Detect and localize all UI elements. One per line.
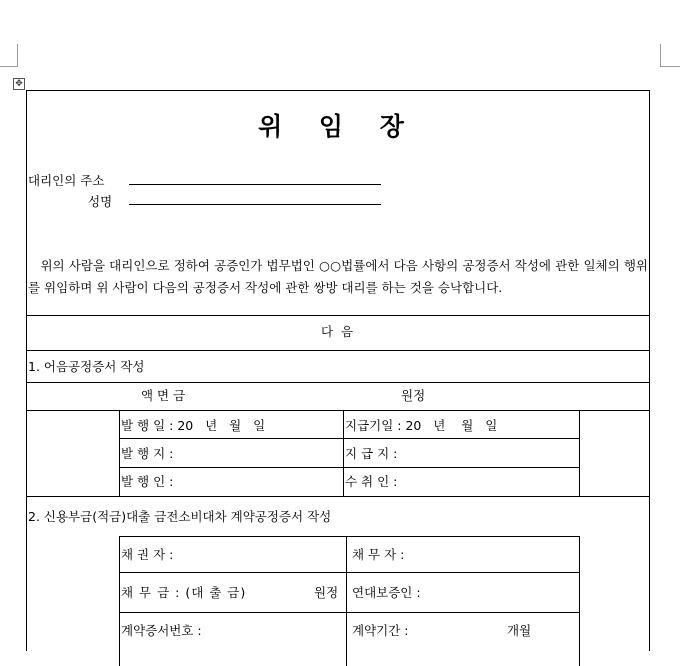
section1-title: 1. 어음공정증서 작성 xyxy=(28,359,145,374)
grid-line xyxy=(579,410,580,496)
intro-paragraph-text: 위의 사람을 대리인으로 정하여 공증인가 법무법인 ○○법률에서 다음 사항의 공정증서 작성에 관한 일체의 행위를 위임하며 위 사람이 다음의 공정증서 작성에 관한 쌍방 대리를 하는 것을 승낙합니다. xyxy=(28,258,649,295)
creditor-field[interactable]: 채 권 자 : xyxy=(121,547,174,562)
debt-amount-won: 원정 xyxy=(314,585,339,600)
issue-date-field[interactable]: 발 행 일 : 20 년 월 일 xyxy=(121,418,266,433)
grid-line xyxy=(119,467,579,468)
due-date-field[interactable]: 지급기일 : 20 년 월 일 xyxy=(345,418,498,433)
grid-line xyxy=(579,536,580,666)
divider xyxy=(27,350,649,351)
divider xyxy=(27,382,649,383)
crop-mark-right-vertical xyxy=(660,44,661,66)
grid-line xyxy=(119,572,580,573)
contract-months: 개월 xyxy=(507,623,532,638)
contract-no-field[interactable]: 계약증서번호 : xyxy=(121,623,202,638)
payee-field[interactable]: 수 취 인 : xyxy=(345,474,398,489)
debt-amount-field[interactable]: 채 무 금 : (대 출 금) xyxy=(121,585,247,600)
document-title: 위 임 장 xyxy=(258,112,418,141)
agent-name-line xyxy=(129,204,381,205)
intro-paragraph xyxy=(28,255,648,299)
face-amount-label: 액 면 금 xyxy=(141,388,186,403)
crop-mark-right-horizontal xyxy=(660,66,680,67)
guarantor-field[interactable]: 연대보증인 : xyxy=(352,585,421,600)
divider xyxy=(27,496,649,497)
crop-mark-left-horizontal xyxy=(0,66,18,67)
grid-line xyxy=(346,536,347,666)
grid-line xyxy=(119,612,580,613)
table-move-handle-icon[interactable]: ✥ xyxy=(13,78,25,90)
grid-line xyxy=(119,410,120,496)
agent-name-label: 성명 xyxy=(88,194,113,209)
agent-address-line xyxy=(129,184,381,185)
contract-period-field[interactable]: 계약기간 : xyxy=(352,623,409,638)
divider xyxy=(27,315,649,316)
grid-line xyxy=(119,536,580,537)
grid-line xyxy=(27,410,649,411)
issuer-field[interactable]: 발 행 인 : xyxy=(121,474,174,489)
section2-title: 2. 신용부금(적금)대출 금전소비대차 계약공정증서 작성 xyxy=(28,509,332,524)
face-amount-won: 원정 xyxy=(401,388,426,403)
issue-place-field[interactable]: 발 행 지 : xyxy=(121,446,174,461)
heading-next: 다 음 xyxy=(320,324,356,339)
pay-place-field[interactable]: 지 급 지 : xyxy=(345,446,398,461)
debtor-field[interactable]: 채 무 자 : xyxy=(352,547,405,562)
crop-mark-left-vertical xyxy=(17,44,18,66)
grid-line xyxy=(343,410,344,496)
grid-line xyxy=(119,536,120,666)
document-table xyxy=(26,90,650,651)
agent-address-label: 대리인의 주소 xyxy=(28,173,105,188)
grid-line xyxy=(119,438,579,439)
